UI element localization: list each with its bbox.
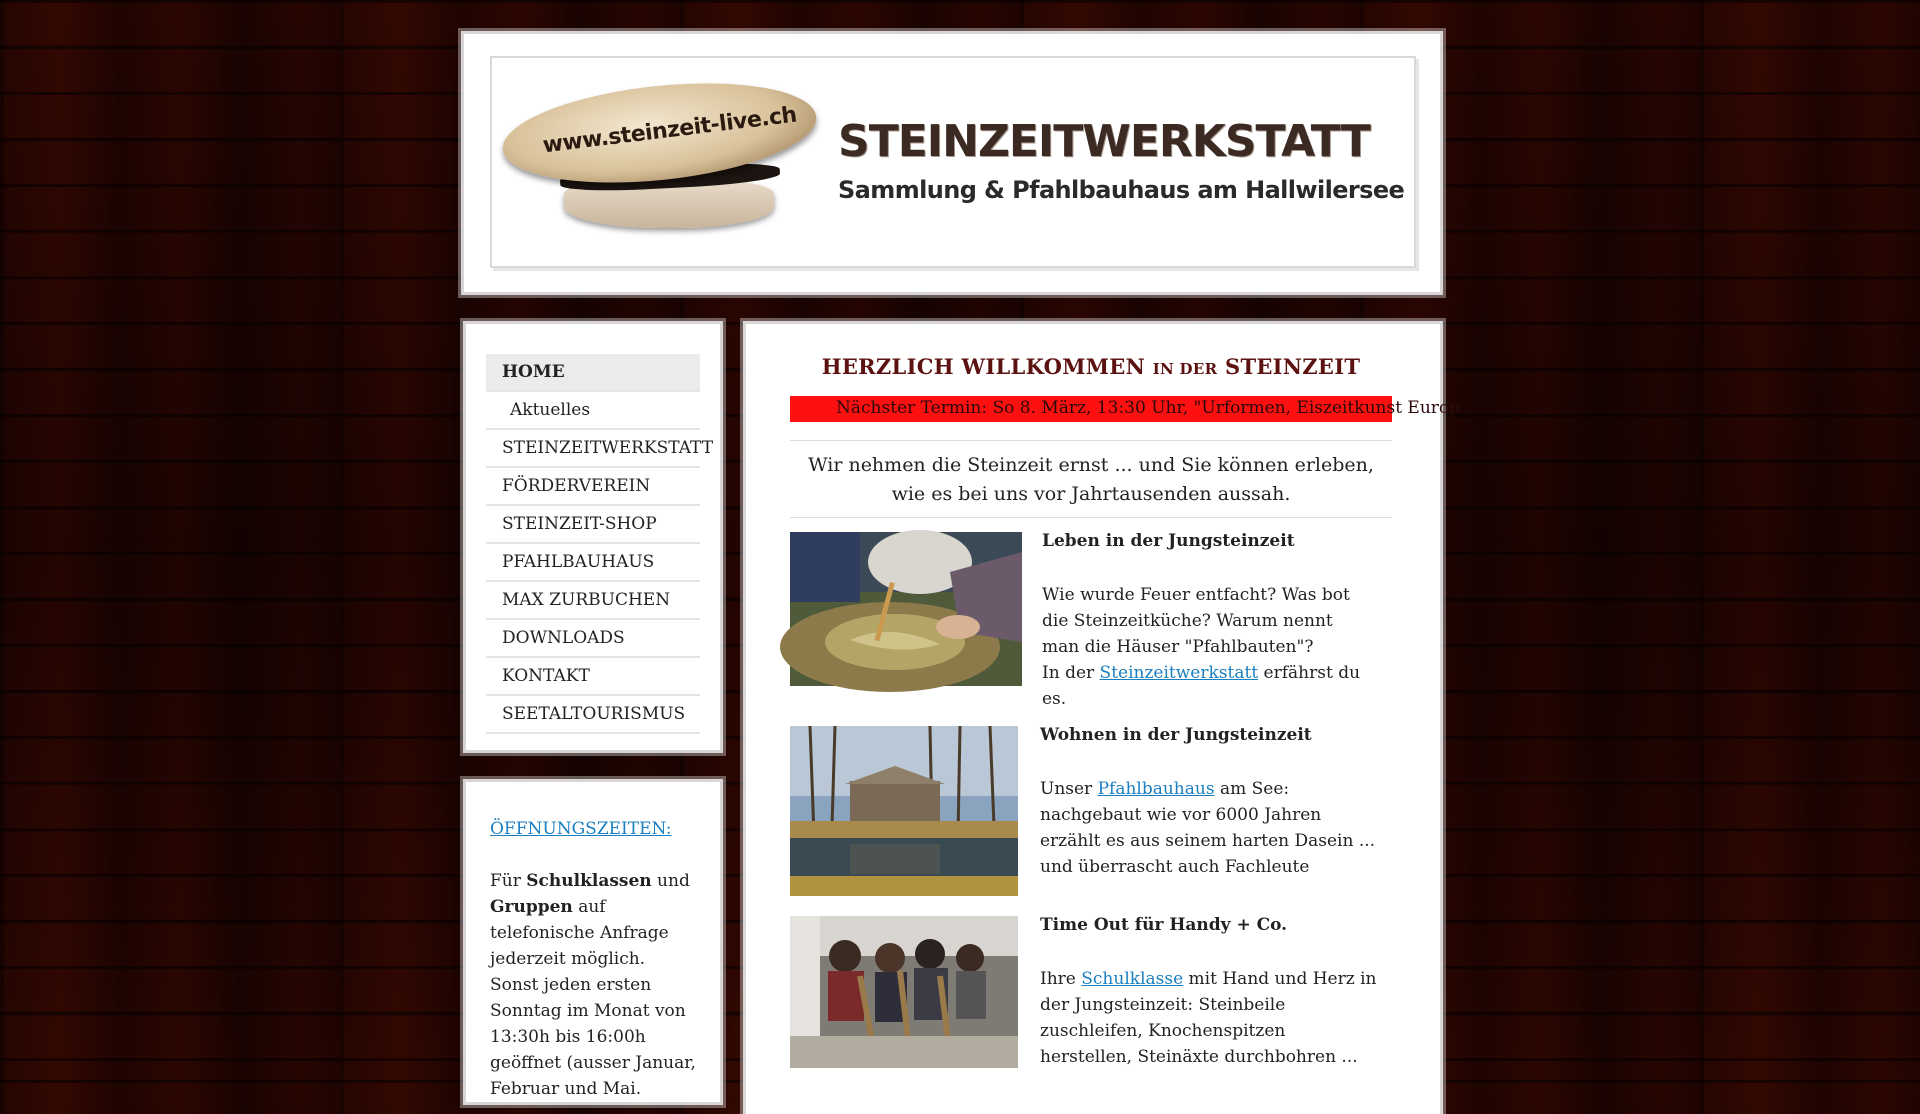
page-title (790, 354, 1392, 388)
nav-item-steinzeitwerkstatt[interactable]: STEINZEITWERKSTATT (486, 430, 700, 468)
intro-line-2: wie es bei uns vor Jahrtausenden aussah. (891, 483, 1291, 505)
nav-item-steinzeit-shop[interactable]: STEINZEIT-SHOP (486, 506, 700, 544)
item-time-out-desc-2: mit Hand und Herz in der Jungsteinzeit: Steinbeile zuschleifen, Knochenspitzen herstellen, Steinäxte durchbohren ... (1040, 969, 1377, 1067)
item-time-out-desc-1: Ihre (1040, 969, 1082, 989)
content-item-time-out (790, 916, 1392, 1096)
header-banner (464, 34, 1440, 292)
logo-title: STEINZEITWERKSTATT (838, 116, 1370, 167)
title-part-2: STEINZEIT (1217, 354, 1361, 379)
nav-item-downloads[interactable]: DOWNLOADS (486, 620, 700, 658)
ticker-text: Nächster Termin: So 8. März, 13:30 Uhr, "Urformen, Eiszeitkunst Europ (836, 398, 1461, 418)
pile-dwelling-photo (790, 726, 1018, 896)
nav-item-seetaltourismus[interactable]: SEETALTOURISMUS (486, 696, 700, 734)
intro-line-1: Wir nehmen die Steinzeit ernst ... und Sie können erleben, (808, 454, 1374, 476)
opening-hours-text (490, 816, 696, 1102)
nav-item-kontakt[interactable]: KONTAKT (486, 658, 700, 696)
stone-logo-image (502, 80, 822, 230)
school-class-photo (790, 916, 1018, 1068)
logo-url-text: www.steinzeit-live.ch (541, 102, 799, 159)
main-content-panel (746, 324, 1461, 1114)
logo-subtitle: Sammlung & Pfahlbauhaus am Hallwilersee (838, 176, 1405, 204)
hours-text-1: Für (490, 871, 527, 891)
item-leben-desc-3: erfährst du es. (1042, 663, 1361, 709)
fire-making-photo (790, 532, 1022, 686)
intro-text (790, 441, 1392, 517)
item-time-out-text (1040, 912, 1380, 1070)
hours-bold-gruppen: Gruppen (490, 897, 573, 917)
nav-item-aktuelles[interactable]: Aktuelles (486, 392, 700, 430)
item-leben-text (1042, 528, 1372, 712)
item-leben-desc: Wie wurde Feuer entfacht? Was bot die Steinzeitküche? Warum nennt man die Häuser "Pfahlbauten"? (1042, 585, 1350, 657)
item-leben-desc-2: In der (1042, 663, 1100, 683)
hours-text-3: auf telefonische Anfrage jederzeit möglich. Sonst jeden ersten Sonntag im Monat von 13:30h bis 16:00h geöffnet (ausser Januar, Februar und Mai. (490, 897, 696, 1099)
item-time-out-title: Time Out für Handy + Co. (1040, 915, 1288, 935)
main-nav (486, 354, 714, 734)
item-leben-title: Leben in der Jungsteinzeit (1042, 531, 1295, 551)
opening-hours-link[interactable]: ÖFFNUNGSZEITEN: (490, 819, 672, 839)
item-wohnen-text (1040, 722, 1380, 880)
hours-text-2: und (651, 871, 690, 891)
item-wohnen-desc-2: am See: (1214, 779, 1290, 799)
content-item-wohnen (790, 726, 1392, 916)
item-wohnen-desc-1: Unser (1040, 779, 1098, 799)
title-small: IN DER (1152, 360, 1218, 378)
nav-item-foerderverein[interactable]: FÖRDERVEREIN (486, 468, 700, 506)
nav-item-home[interactable]: HOME (486, 354, 700, 392)
steinzeitwerkstatt-link[interactable]: Steinzeitwerkstatt (1099, 663, 1259, 683)
schulklasse-link[interactable]: Schulklasse (1081, 969, 1184, 989)
title-part-1: HERZLICH WILLKOMMEN (821, 354, 1153, 379)
opening-hours-panel (466, 782, 720, 1102)
site-logo[interactable] (490, 56, 1416, 268)
nav-item-pfahlbauhaus[interactable]: PFAHLBAUHAUS (486, 544, 700, 582)
content-item-leben (790, 532, 1392, 726)
item-wohnen-title: Wohnen in der Jungsteinzeit (1040, 725, 1312, 745)
nav-item-max-zurbuchen[interactable]: MAX ZURBUCHEN (486, 582, 700, 620)
item-wohnen-desc-3: nachgebaut wie vor 6000 Jahren erzählt es aus seinem harten Dasein ... und überrascht auch Fachleute (1040, 805, 1376, 877)
news-ticker[interactable] (790, 396, 1461, 422)
hours-bold-schulklassen: Schulklassen (526, 871, 652, 891)
navigation-panel (466, 324, 720, 750)
pfahlbauhaus-link[interactable]: Pfahlbauhaus (1097, 779, 1215, 799)
